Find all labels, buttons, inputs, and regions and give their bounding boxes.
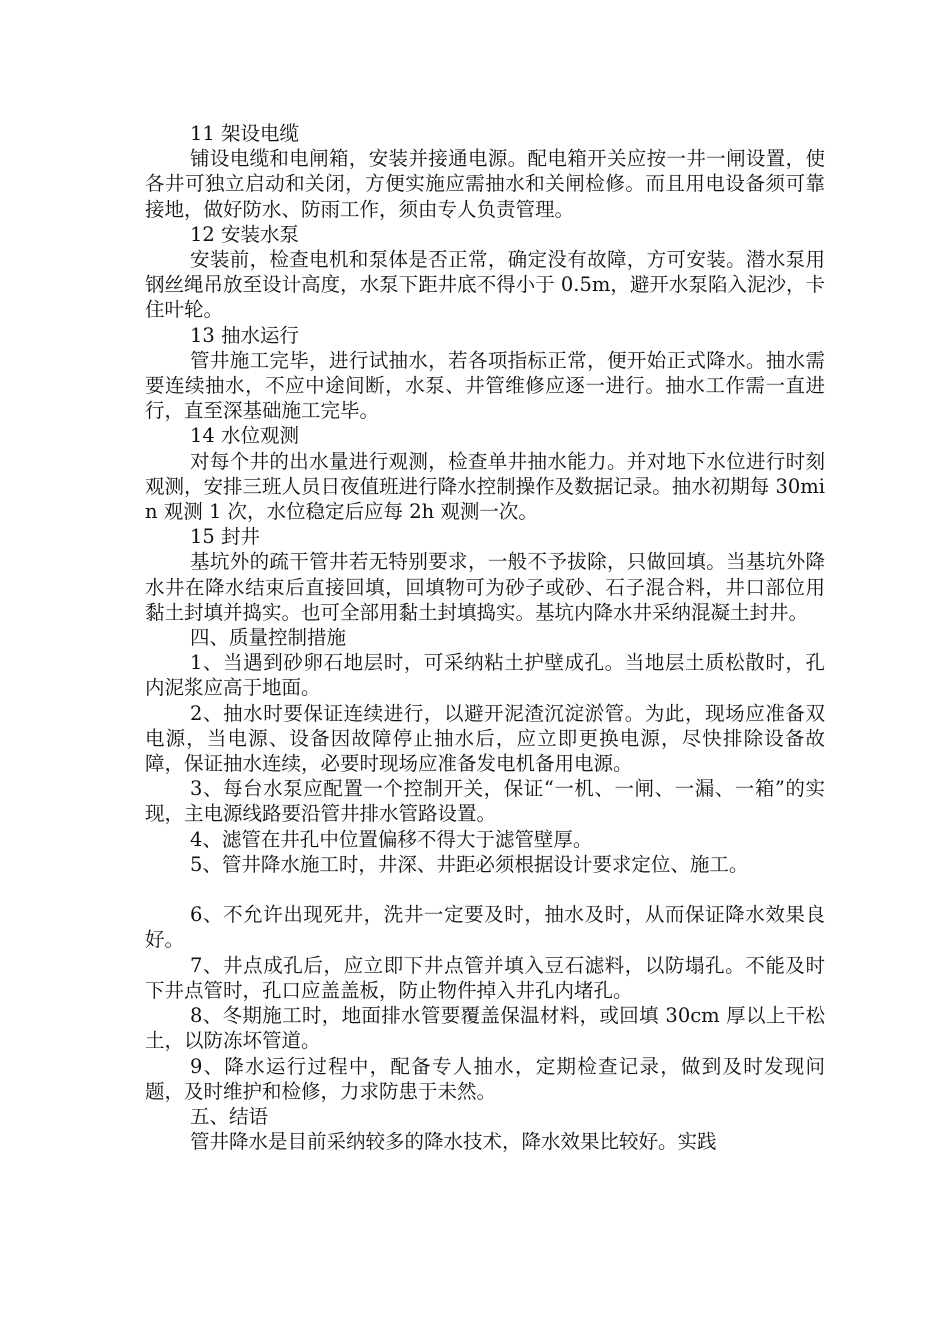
paragraph-conclusion: 管井降水是目前采纳较多的降水技术，降水效果比较好。实践 — [190, 1130, 717, 1154]
section-heading-15: 15 封井 — [190, 525, 261, 549]
paragraph-cable-setup: 铺设电缆和电闸箱，安装并接通电源。配电箱开关应按一井一闸设置，使各井可独立启动和关闭，方便实施应需抽水和关闸检修。而且用电设备须可靠接地，做好防水、防雨工作，须由专人负责管理。 — [145, 147, 825, 221]
paragraph-pumping-operation: 管井施工完毕，进行试抽水，若各项指标正常，便开始正式降水。抽水需要连续抽水，不应中途间断，水泵、井管维修应逐一进行。抽水工作需一直进行，直至深基础施工完毕。 — [145, 348, 825, 423]
paragraph-pump-install: 安装前，检查电机和泵体是否正常，确定没有故障，方可安装。潜水泵用钢丝绳吊放至设计高度，水泵下距井底不得小于 0.5m，避开水泵陷入泥沙，卡住叶轮。 — [145, 248, 825, 322]
quality-item-3: 3、每台水泵应配置一个控制开关，保证“一机、一闸、一漏、一箱”的实现，主电源线路要沿管井排水管路设置。 — [145, 777, 825, 826]
quality-item-1: 1、当遇到砂卵石地层时，可采纳粘土护壁成孔。当地层土质松散时，孔内泥浆应高于地面。 — [145, 651, 825, 700]
quality-item-2: 2、抽水时要保证连续进行，以避开泥渣沉淀淤管。为此，现场应准备双电源，当电源、设备因故障停止抽水后，应立即更换电源，尽快排除设备故障，保证抽水连续，必要时现场应准备发电机备用电源。 — [145, 701, 825, 776]
quality-item-8: 8、冬期施工时，地面排水管要覆盖保温材料，或回填 30cm 厚以上干松土，以防冻坏管道。 — [145, 1004, 825, 1053]
section-heading-14: 14 水位观测 — [190, 424, 300, 448]
quality-item-7: 7、井点成孔后，应立即下井点管并填入豆石滤料，以防塌孔。不能及时下井点管时，孔口应盖盖板，防止物件掉入井孔内堵孔。 — [145, 953, 825, 1002]
document-body — [145, 121, 825, 1154]
section-heading-quality-control: 四、质量控制措施 — [190, 626, 347, 650]
section-heading-12: 12 安装水泵 — [190, 222, 300, 246]
quality-item-6: 6、不允许出现死井，洗井一定要及时，抽水及时，从而保证降水效果良好。 — [145, 903, 825, 952]
section-heading-conclusion: 五、结语 — [190, 1104, 269, 1128]
section-heading-11: 11 架设电缆 — [190, 122, 300, 145]
paragraph-water-level-observation: 对每个井的出水量进行观测，检查单井抽水能力。并对地下水位进行时刻观测，安排三班人员日夜值班进行降水控制操作及数据记录。抽水初期每 30min 观测 1 次，水位稳定后应每 2h 观测一次。 — [145, 449, 825, 524]
section-heading-13: 13 抽水运行 — [190, 323, 300, 347]
quality-item-4: 4、滤管在井孔中位置偏移不得大于滤管壁厚。 — [190, 827, 593, 851]
quality-item-5: 5、管井降水施工时，井深、井距必须根据设计要求定位、施工。 — [190, 852, 749, 876]
paragraph-well-sealing: 基坑外的疏干管井若无特别要求，一般不予拔除，只做回填。当基坑外降水井在降水结束后直接回填，回填物可为砂子或砂、石子混合料，井口部位用黏土封填并捣实。也可全部用黏土封填捣实。基坑内降水井采纳混凝土封井。 — [145, 550, 825, 624]
quality-item-9: 9、降水运行过程中，配备专人抽水，定期检查记录，做到及时发现问题，及时维护和检修，力求防患于未然。 — [145, 1054, 825, 1103]
